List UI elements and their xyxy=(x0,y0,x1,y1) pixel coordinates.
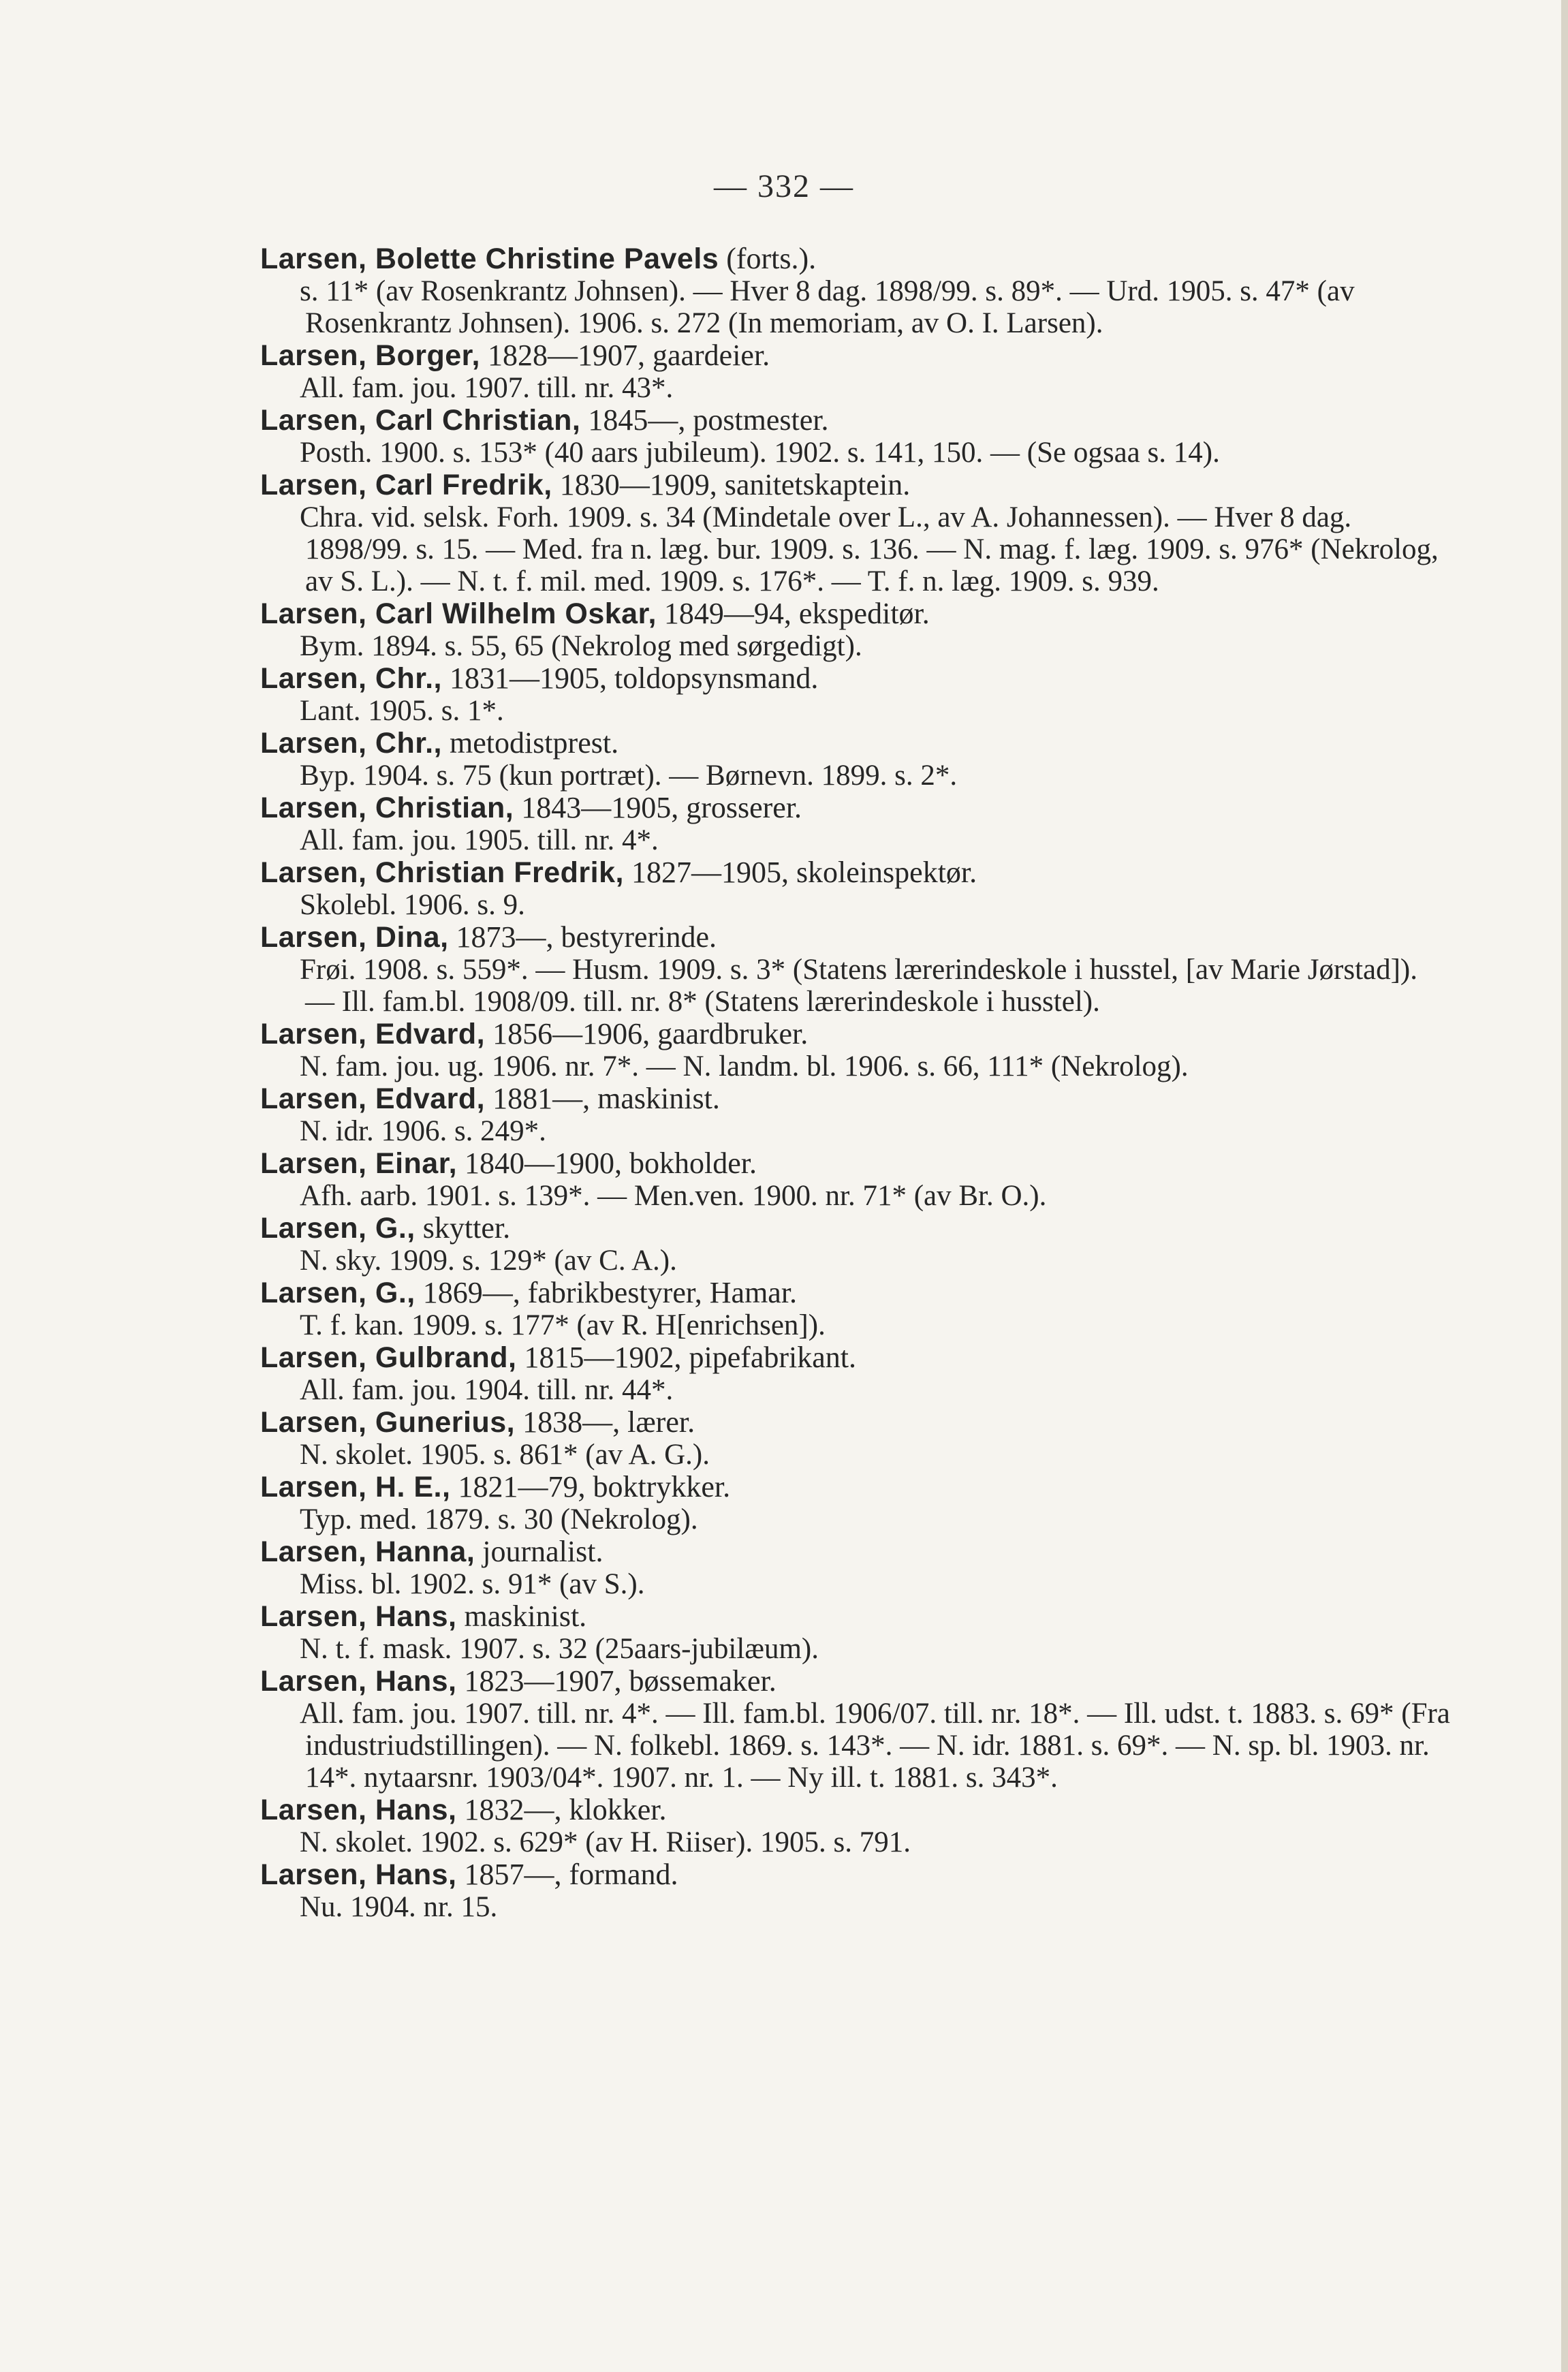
entry xyxy=(260,1277,1452,1341)
entry xyxy=(260,1406,1452,1471)
entry-name: Larsen, Edvard, xyxy=(260,1082,486,1115)
entry-references: N. skolet. 1902. s. 629* (av H. Riiser). 1905. s. 791. xyxy=(300,1826,911,1858)
entry xyxy=(260,597,1452,662)
entry xyxy=(260,662,1452,727)
entry-description: 1840—1900, bokholder. xyxy=(457,1146,757,1180)
entry-name: Larsen, G., xyxy=(260,1277,415,1309)
entry-name: Larsen, Edvard, xyxy=(260,1018,486,1050)
entry xyxy=(260,1600,1452,1665)
entry-references: Lant. 1905. s. 1*. xyxy=(300,695,504,727)
entry xyxy=(260,1018,1452,1082)
entry-references: Chra. vid. selsk. Forh. 1909. s. 34 (Mindetale over L., av A. Johannessen). — Hver 8 dag. 1898/99. s. 15. — Med. fra n. læg. bur. 1909. s. 136. — N. mag. f. læg. 1909. s. 976* (Nekrolog, av S. L.). — N. t. f. mil. med. 1909. s. 176*. — T. f. n. læg. 1909. s. 939. xyxy=(300,501,1439,597)
entry-references: T. f. kan. 1909. s. 177* (av R. H[enrichsen]). xyxy=(300,1309,826,1341)
entry-name: Larsen, Chr., xyxy=(260,662,442,695)
entry-name: Larsen, Hanna, xyxy=(260,1535,475,1568)
entry-description: 1856—1906, gaardbruker. xyxy=(485,1017,809,1050)
entry-heading xyxy=(260,1018,1452,1050)
entry xyxy=(260,469,1452,597)
entry-description: 1843—1905, grosserer. xyxy=(514,791,802,824)
entry xyxy=(260,1471,1452,1535)
entry-description: 1831—1905, toldopsynsmand. xyxy=(441,661,819,695)
entry-description: 1845—, postmester. xyxy=(580,403,829,437)
entry-heading xyxy=(260,469,1452,501)
entry-heading xyxy=(260,1147,1452,1180)
entry-references: All. fam. jou. 1905. till. nr. 4*. xyxy=(300,824,659,856)
entry-description: 1828—1907, gaardeier. xyxy=(480,339,770,372)
entry-heading xyxy=(260,1212,1452,1245)
entry-description: skytter. xyxy=(415,1211,511,1245)
entry xyxy=(260,339,1452,404)
entry-description: 1823—1907, bøssemaker. xyxy=(456,1664,777,1698)
entry xyxy=(260,921,1452,1018)
entry-description: 1849—94, ekspeditør. xyxy=(656,597,930,630)
entry-references: All. fam. jou. 1907. till. nr. 4*. — Ill. fam.bl. 1906/07. till. nr. 18*. — Ill. udst. t. 1883. s. 69* (Fra industriudstillingen). — N. folkebl. 1869. s. 143*. — N. idr. 1881. s. 69*. — N. sp. bl. 1903. nr. 14*. nytaarsnr. 1903/04*. 1907. nr. 1. — Ny ill. t. 1881. s. 343*. xyxy=(300,1698,1450,1794)
entry-name: Larsen, Borger, xyxy=(260,339,480,372)
entry-references: Afh. aarb. 1901. s. 139*. — Men.ven. 1900. nr. 71* (av Br. O.). xyxy=(300,1180,1047,1212)
entry xyxy=(260,856,1452,921)
entry-description: 1881—, maskinist. xyxy=(485,1082,720,1115)
entry-heading xyxy=(260,856,1452,889)
entry-name: Larsen, Einar, xyxy=(260,1147,458,1180)
entry-heading xyxy=(260,1600,1452,1633)
entry xyxy=(260,243,1452,339)
entry-name: Larsen, Dina, xyxy=(260,921,449,954)
page-edge xyxy=(1561,0,1568,2372)
entry-references: Posth. 1900. s. 153* (40 aars jubileum). 1902. s. 141, 150. — (Se ogsaa s. 14). xyxy=(300,437,1220,469)
entry-heading xyxy=(260,921,1452,954)
entry xyxy=(260,1858,1452,1923)
entry-name: Larsen, Carl Fredrik, xyxy=(260,469,552,501)
entry-references: Byp. 1904. s. 75 (kun portræt). — Børnevn. 1899. s. 2*. xyxy=(300,760,958,792)
entry-heading xyxy=(260,597,1452,630)
entry xyxy=(260,727,1452,792)
entry-heading xyxy=(260,1535,1452,1568)
entry-description: 1838—, lærer. xyxy=(515,1405,695,1439)
entry-heading xyxy=(260,1471,1452,1503)
entry-references: s. 11* (av Rosenkrantz Johnsen). — Hver 8 dag. 1898/99. s. 89*. — Urd. 1905. s. 47* (av Rosenkrantz Johnsen). 1906. s. 272 (In memoriam, av O. I. Larsen). xyxy=(300,275,1355,339)
entry-description: 1821—79, boktrykker. xyxy=(450,1470,731,1503)
entry-references: Skolebl. 1906. s. 9. xyxy=(300,889,525,921)
entry-name: Larsen, Bolette Christine Pavels xyxy=(260,243,719,275)
entry-name: Larsen, Hans, xyxy=(260,1794,457,1826)
entry-name: Larsen, Carl Wilhelm Oskar, xyxy=(260,597,657,630)
entry xyxy=(260,1341,1452,1406)
entry-name: Larsen, H. E., xyxy=(260,1471,451,1503)
entry-description: 1869—, fabrikbestyrer, Hamar. xyxy=(415,1276,798,1309)
entry-name: Larsen, Hans, xyxy=(260,1665,457,1698)
entry-heading xyxy=(260,1406,1452,1439)
entry-heading xyxy=(260,1082,1452,1115)
entry-references: N. skolet. 1905. s. 861* (av A. G.). xyxy=(300,1439,710,1471)
page-number: — 332 — xyxy=(714,168,854,204)
entry-description: 1873—, bestyrerinde. xyxy=(448,920,717,954)
entry xyxy=(260,792,1452,856)
entry-references: All. fam. jou. 1904. till. nr. 44*. xyxy=(300,1374,674,1406)
entry-heading xyxy=(260,727,1452,760)
entry-references: Miss. bl. 1902. s. 91* (av S.). xyxy=(300,1568,645,1600)
entry-name: Larsen, G., xyxy=(260,1212,415,1245)
entry-name: Larsen, Hans, xyxy=(260,1858,457,1891)
entry-description: 1857—, formand. xyxy=(456,1858,678,1891)
entry xyxy=(260,1794,1452,1858)
entry-name: Larsen, Chr., xyxy=(260,727,442,760)
entry-references: Typ. med. 1879. s. 30 (Nekrolog). xyxy=(300,1503,698,1535)
entry-references: Nu. 1904. nr. 15. xyxy=(300,1891,498,1923)
entry-heading xyxy=(260,243,1452,275)
entry xyxy=(260,404,1452,469)
entry xyxy=(260,1212,1452,1277)
entry-heading xyxy=(260,1665,1452,1698)
entry-name: Larsen, Christian, xyxy=(260,792,514,824)
entry-references: N. sky. 1909. s. 129* (av C. A.). xyxy=(300,1245,677,1277)
entry-description: (forts.). xyxy=(719,242,817,275)
entry-heading xyxy=(260,1794,1452,1826)
entry-heading xyxy=(260,792,1452,824)
entry-heading xyxy=(260,404,1452,437)
entry-description: metodistprest. xyxy=(441,726,619,760)
entry-references: N. t. f. mask. 1907. s. 32 (25aars-jubilæum). xyxy=(300,1633,819,1665)
entry-name: Larsen, Gunerius, xyxy=(260,1406,516,1439)
entry-references: N. idr. 1906. s. 249*. xyxy=(300,1115,546,1147)
entry-heading xyxy=(260,662,1452,695)
entry-description: 1827—1905, skoleinspektør. xyxy=(623,856,977,889)
entry-name: Larsen, Gulbrand, xyxy=(260,1341,517,1374)
entry-description: journalist. xyxy=(475,1535,603,1568)
entry-heading xyxy=(260,1858,1452,1891)
entry-name: Larsen, Christian Fredrik, xyxy=(260,856,624,889)
entry-references: All. fam. jou. 1907. till. nr. 43*. xyxy=(300,372,674,404)
entry-references: N. fam. jou. ug. 1906. nr. 7*. — N. landm. bl. 1906. s. 66, 111* (Nekrolog). xyxy=(300,1050,1189,1082)
entry xyxy=(260,1082,1452,1147)
entry-heading xyxy=(260,1277,1452,1309)
entry xyxy=(260,1535,1452,1600)
entry-description: 1830—1909, sanitetskaptein. xyxy=(552,468,911,501)
entry-description: 1832—, klokker. xyxy=(456,1793,667,1826)
entry-references: Bym. 1894. s. 55, 65 (Nekrolog med sørgedigt). xyxy=(300,630,862,662)
entry-references: Frøi. 1908. s. 559*. — Husm. 1909. s. 3* (Statens lærerindeskole i husstel, [av Marie Jørstad]). — Ill. fam.bl. 1908/09. till. nr. 8* (Statens lærerindeskole i husstel). xyxy=(300,954,1417,1018)
entry-description: 1815—1902, pipefabrikant. xyxy=(516,1341,857,1374)
entry-list xyxy=(260,243,1452,1923)
entry xyxy=(260,1147,1452,1212)
entry-description: maskinist. xyxy=(456,1599,587,1633)
entry-name: Larsen, Hans, xyxy=(260,1600,457,1633)
entry xyxy=(260,1665,1452,1794)
entry-heading xyxy=(260,339,1452,372)
entry-name: Larsen, Carl Christian, xyxy=(260,404,581,437)
entry-heading xyxy=(260,1341,1452,1374)
